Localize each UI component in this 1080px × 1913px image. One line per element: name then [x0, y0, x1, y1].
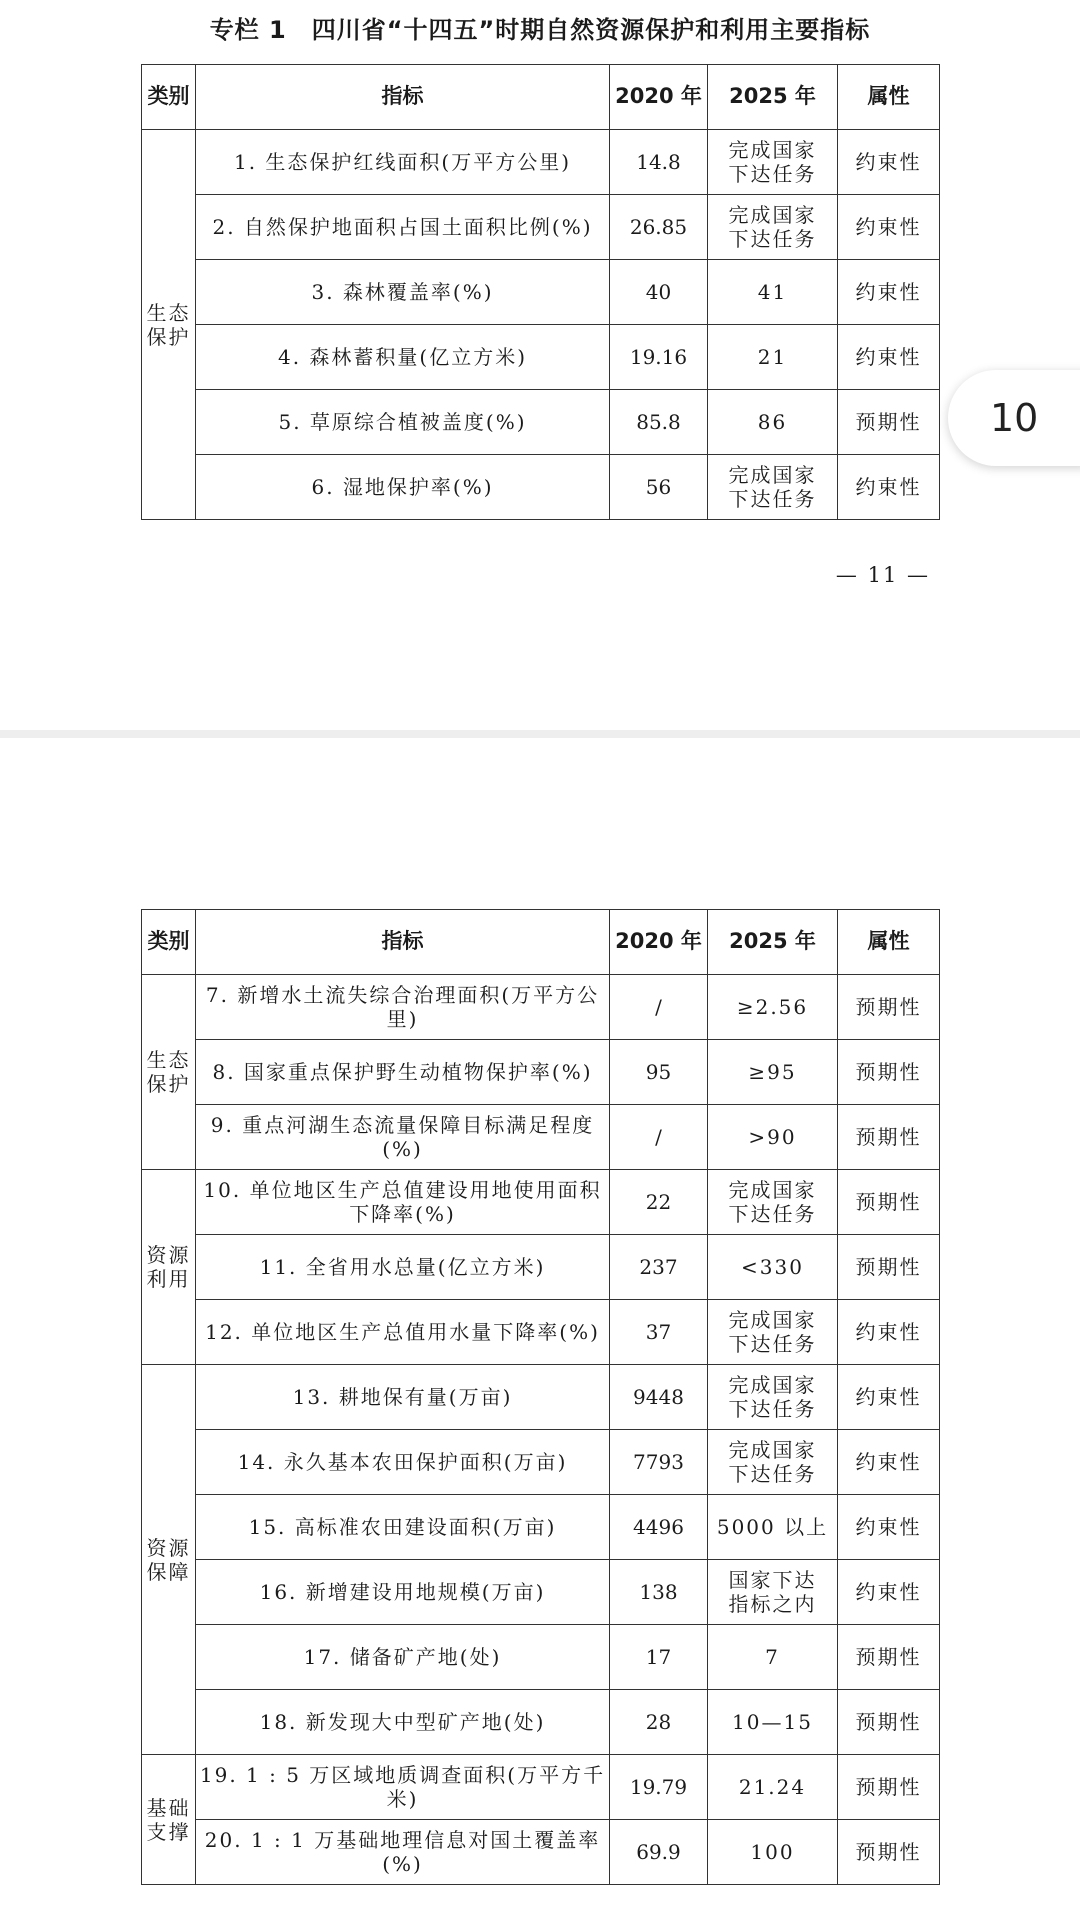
target-2025-cell: 完成国家 下达任务 — [708, 130, 838, 195]
table-row — [142, 1820, 940, 1885]
header-indicator: 指标 — [196, 65, 610, 130]
indicator-cell: 11. 全省用水总量(亿立方米) — [196, 1235, 610, 1300]
category-cell: 资源 利用 — [142, 1170, 196, 1365]
table-row — [142, 1560, 940, 1625]
table-row — [142, 390, 940, 455]
page-number: — 11 — — [835, 563, 930, 587]
table-row — [142, 1495, 940, 1560]
target-2025-cell: 完成国家 下达任务 — [708, 195, 838, 260]
indicator-cell: 8. 国家重点保护野生动植物保护率(%) — [196, 1040, 610, 1105]
table-row — [142, 1365, 940, 1430]
attribute-cell: 预期性 — [838, 1755, 940, 1820]
table-row — [142, 1430, 940, 1495]
table-row — [142, 455, 940, 520]
table-row — [142, 1170, 940, 1235]
value-2020-cell: / — [610, 975, 708, 1040]
value-2020-cell: 56 — [610, 455, 708, 520]
attribute-cell: 约束性 — [838, 455, 940, 520]
indicator-cell: 3. 森林覆盖率(%) — [196, 260, 610, 325]
indicator-cell: 20. 1 : 1 万基础地理信息对国土覆盖率(%) — [196, 1820, 610, 1885]
header-attribute: 属性 — [838, 910, 940, 975]
attribute-cell: 约束性 — [838, 1495, 940, 1560]
attribute-cell: 约束性 — [838, 260, 940, 325]
value-2020-cell: 237 — [610, 1235, 708, 1300]
indicator-cell: 7. 新增水土流失综合治理面积(万平方公里) — [196, 975, 610, 1040]
target-2025-cell: 86 — [708, 390, 838, 455]
value-2020-cell: 85.8 — [610, 390, 708, 455]
target-2025-cell: <330 — [708, 1235, 838, 1300]
value-2020-cell: 138 — [610, 1560, 708, 1625]
header-indicator: 指标 — [196, 910, 610, 975]
header-attribute: 属性 — [838, 65, 940, 130]
target-2025-cell: 100 — [708, 1820, 838, 1885]
indicator-cell: 16. 新增建设用地规模(万亩) — [196, 1560, 610, 1625]
category-cell: 生态 保护 — [142, 975, 196, 1170]
indicator-cell: 14. 永久基本农田保护面积(万亩) — [196, 1430, 610, 1495]
indicator-cell: 6. 湿地保护率(%) — [196, 455, 610, 520]
document-page-12 — [0, 738, 1080, 1913]
attribute-cell: 预期性 — [838, 1170, 940, 1235]
value-2020-cell: 28 — [610, 1690, 708, 1755]
table-header-row — [142, 910, 940, 975]
attribute-cell: 预期性 — [838, 390, 940, 455]
table-title: 专栏 1 四川省“十四五”时期自然资源保护和利用主要指标 — [209, 16, 871, 44]
value-2020-cell: 69.9 — [610, 1820, 708, 1885]
target-2025-cell: 21.24 — [708, 1755, 838, 1820]
indicator-cell: 1. 生态保护红线面积(万平方公里) — [196, 130, 610, 195]
indicator-cell: 10. 单位地区生产总值建设用地使用面积下降率(%) — [196, 1170, 610, 1235]
table-row — [142, 1105, 940, 1170]
attribute-cell: 预期性 — [838, 1625, 940, 1690]
attribute-cell: 约束性 — [838, 130, 940, 195]
value-2020-cell: 14.8 — [610, 130, 708, 195]
attribute-cell: 预期性 — [838, 1820, 940, 1885]
attribute-cell: 预期性 — [838, 1235, 940, 1300]
table-row — [142, 325, 940, 390]
header-category: 类别 — [142, 910, 196, 975]
indicator-cell: 2. 自然保护地面积占国土面积比例(%) — [196, 195, 610, 260]
value-2020-cell: 7793 — [610, 1430, 708, 1495]
table-row — [142, 1755, 940, 1820]
target-2025-cell: 10—15 — [708, 1690, 838, 1755]
value-2020-cell: 40 — [610, 260, 708, 325]
category-cell: 生态 保护 — [142, 130, 196, 520]
indicator-table-part-1 — [141, 64, 940, 520]
header-2025: 2025 年 — [708, 65, 838, 130]
table-row — [142, 1300, 940, 1365]
table-row — [142, 195, 940, 260]
attribute-cell: 约束性 — [838, 1430, 940, 1495]
attribute-cell: 预期性 — [838, 975, 940, 1040]
table-row — [142, 260, 940, 325]
indicator-cell: 5. 草原综合植被盖度(%) — [196, 390, 610, 455]
value-2020-cell: 19.79 — [610, 1755, 708, 1820]
indicator-cell: 19. 1 : 5 万区域地质调查面积(万平方千米) — [196, 1755, 610, 1820]
indicator-cell: 15. 高标准农田建设面积(万亩) — [196, 1495, 610, 1560]
viewer-page-badge[interactable]: 10 — [948, 370, 1080, 466]
target-2025-cell: >90 — [708, 1105, 838, 1170]
indicator-table-part-2 — [141, 909, 940, 1885]
target-2025-cell: 完成国家 下达任务 — [708, 1430, 838, 1495]
value-2020-cell: 37 — [610, 1300, 708, 1365]
target-2025-cell: 完成国家 下达任务 — [708, 455, 838, 520]
value-2020-cell: 95 — [610, 1040, 708, 1105]
target-2025-cell: ≥2.56 — [708, 975, 838, 1040]
attribute-cell: 约束性 — [838, 1560, 940, 1625]
value-2020-cell: / — [610, 1105, 708, 1170]
value-2020-cell: 22 — [610, 1170, 708, 1235]
table-row — [142, 1625, 940, 1690]
target-2025-cell: 完成国家 下达任务 — [708, 1300, 838, 1365]
category-cell: 基础 支撑 — [142, 1755, 196, 1885]
value-2020-cell: 26.85 — [610, 195, 708, 260]
indicator-cell: 12. 单位地区生产总值用水量下降率(%) — [196, 1300, 610, 1365]
attribute-cell: 约束性 — [838, 1300, 940, 1365]
attribute-cell: 预期性 — [838, 1040, 940, 1105]
page-separator — [0, 730, 1080, 738]
header-2020: 2020 年 — [610, 65, 708, 130]
table-row — [142, 130, 940, 195]
header-2025: 2025 年 — [708, 910, 838, 975]
target-2025-cell: 国家下达 指标之内 — [708, 1560, 838, 1625]
target-2025-cell: 完成国家 下达任务 — [708, 1170, 838, 1235]
target-2025-cell: 完成国家 下达任务 — [708, 1365, 838, 1430]
target-2025-cell: 7 — [708, 1625, 838, 1690]
indicator-cell: 13. 耕地保有量(万亩) — [196, 1365, 610, 1430]
target-2025-cell: 21 — [708, 325, 838, 390]
attribute-cell: 约束性 — [838, 195, 940, 260]
category-cell: 资源 保障 — [142, 1365, 196, 1755]
target-2025-cell: 5000 以上 — [708, 1495, 838, 1560]
table-row — [142, 1040, 940, 1105]
document-page-11 — [0, 0, 1080, 730]
value-2020-cell: 19.16 — [610, 325, 708, 390]
attribute-cell: 预期性 — [838, 1690, 940, 1755]
indicator-cell: 4. 森林蓄积量(亿立方米) — [196, 325, 610, 390]
attribute-cell: 约束性 — [838, 325, 940, 390]
indicator-cell: 17. 储备矿产地(处) — [196, 1625, 610, 1690]
indicator-cell: 18. 新发现大中型矿产地(处) — [196, 1690, 610, 1755]
attribute-cell: 约束性 — [838, 1365, 940, 1430]
attribute-cell: 预期性 — [838, 1105, 940, 1170]
target-2025-cell: ≥95 — [708, 1040, 838, 1105]
target-2025-cell: 41 — [708, 260, 838, 325]
value-2020-cell: 17 — [610, 1625, 708, 1690]
table-row — [142, 1235, 940, 1300]
header-2020: 2020 年 — [610, 910, 708, 975]
value-2020-cell: 4496 — [610, 1495, 708, 1560]
value-2020-cell: 9448 — [610, 1365, 708, 1430]
indicator-cell: 9. 重点河湖生态流量保障目标满足程度(%) — [196, 1105, 610, 1170]
table-row — [142, 975, 940, 1040]
header-category: 类别 — [142, 65, 196, 130]
table-header-row — [142, 65, 940, 130]
table-row — [142, 1690, 940, 1755]
